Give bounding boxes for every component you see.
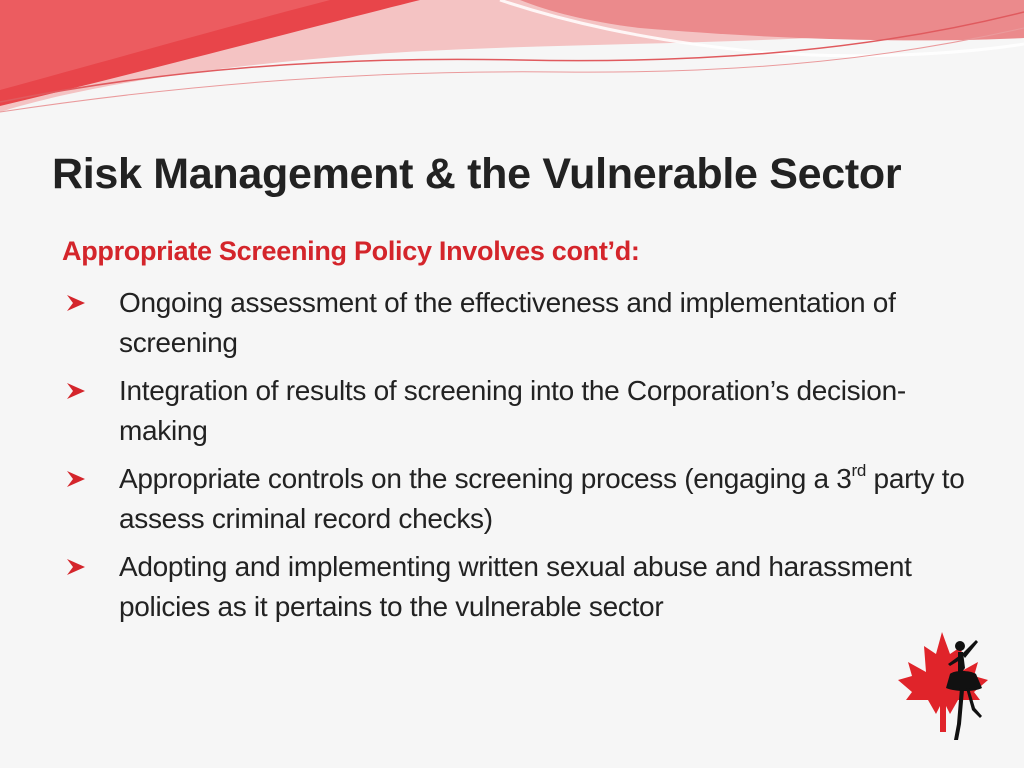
slide-subheading: Appropriate Screening Policy Involves cont’d: [62,236,640,266]
bullet-list [62,283,982,635]
arrowhead-bullet-icon [64,293,88,313]
header-banner [0,0,1024,130]
ordinal-superscript: rd [851,461,867,480]
bullet-text: Ongoing assessment of the effectiveness and implementation of screening [119,287,896,358]
maple-leaf-dancer-logo [890,628,1000,750]
bullet-item [62,547,982,627]
bullet-text-pre: Appropriate controls on the screening process (engaging a 3 [119,463,852,494]
bullet-item [62,283,982,363]
bullet-text-post: party to assess criminal record checks) [119,463,965,534]
bullet-item [62,371,982,451]
bullet-item [62,459,982,539]
bullet-text: Integration of results of screening into the Corporation’s decision-making [119,375,906,446]
arrowhead-bullet-icon [64,469,88,489]
arrowhead-bullet-icon [64,557,88,577]
slide-title: Risk Management & the Vulnerable Sector [52,150,902,198]
bullet-text: Adopting and implementing written sexual abuse and harassment policies as it pertains to the vulnerable sector [119,551,912,622]
arrowhead-bullet-icon [64,381,88,401]
bullet-text [119,463,965,534]
